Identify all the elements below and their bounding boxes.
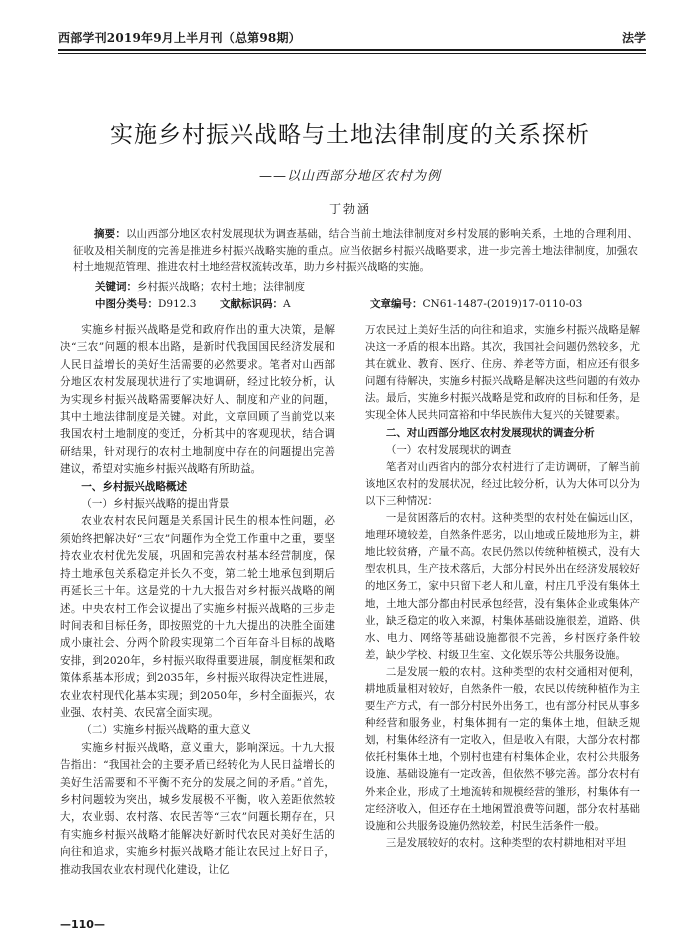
subsection-heading: （一）乡村振兴战略的提出背景	[81, 498, 230, 511]
journal-info: 西部学刊2019年9月上半月刊（总第98期）	[58, 31, 301, 45]
page-number: —110—	[60, 918, 105, 931]
abstract-label: 摘要：	[94, 228, 127, 240]
section-heading: 一、乡村振兴战略概述	[81, 480, 188, 493]
article-title: 实施乡村振兴战略与土地法律制度的关系探析	[110, 122, 590, 148]
abstract	[73, 226, 638, 276]
paragraph: 笔者对山西省内的部分农村进行了走访调研，了解当前该地区农村的发展状况，经过比较分析，认为大体可以分为以下三种情况：	[365, 460, 640, 507]
left-column	[60, 322, 335, 879]
subsection-heading: （二）实施乡村振兴战略的重大意义	[81, 724, 251, 737]
keywords-text: 乡村振兴战略；农村土地；法律制度	[137, 281, 305, 293]
subsection-heading: （一）农村发展现状的调查	[385, 443, 512, 456]
classification-row	[95, 296, 640, 312]
clc-number: 中图分类号：D912.3	[95, 298, 197, 310]
right-column	[365, 322, 640, 852]
paragraph: 实施乡村振兴战略是党和政府作出的重大决策，是解决“三农”问题的根本出路，是新时代我国国民经济发展和人民日益增长的美好生活需要的必然要求。笔者对山西部分地区农村发展现状进行了实地调研，经过比较分析，认为实现乡村振兴战略需要解决好人、制度和产业的问题，其中土地法律制度是关键。对此，文章回顾了当前党以来我国农村土地制度的变迁，分析其中的客观现状，结合调研结果，针对现行的农村土地制度中存在的问题提出完善建议，希望对实施乡村振兴战略有所助益。	[60, 324, 335, 476]
paragraph: 农业农村农民问题是关系国计民生的根本性问题，必须始终把解决好“三农”问题作为全党工作重中之重，要坚持农业农村优先发展，巩固和完善农村基本经营制度，保持土地承包关系稳定并长久不变，第二轮土地承包到期后再延长三十年。这是党的十九大报告对乡村振兴战略的阐述。中央农村工作会议提出了实施乡村振兴战略的三步走时间表和目标任务，即按照党的十九大提出的决胜全面建成小康社会、分两个阶段实现第二个百年奋斗目标的战略安排，到2020年，乡村振兴取得重要进展，制度框架和政策体系基本形成；到2035年，乡村振兴取得决定性进展，农业农村现代化基本实现；到2050年，乡村全面振兴，农业强、农村美、农民富全面实现。	[60, 515, 335, 719]
paragraph: 一是贫困落后的农村。这种类型的农村处在偏远山区，地理环境较差，自然条件恶劣，以山地或丘陵地形为主，耕地比较贫瘠，产量不高。农民仍然以传统种植模式，没有大型农机具，生产技术落后，大部分村民外出在经济发展较好的地区务工，家中只留下老人和儿童，村庄几乎没有集体土地，土地大部分都由村民承包经营，没有集体企业或集体产业，缺乏稳定的收入来源，村集体基础设施很差，道路、供水、电力、网络等基础设施都很不完善，乡村医疗条件较差，缺少学校、村级卫生室、文化娱乐等公共服务设施。	[365, 512, 640, 661]
paragraph: 万农民过上美好生活的向往和追求，实施乡村振兴战略是解决这一矛盾的根本出路。其次，我国社会问题仍然较多，尤其在就业、教育、医疗、住房、养老等方面，相应还有很多问题有待解决，实施乡村振兴战略是解决这些问题的有效办法。最后，实施乡村振兴战略是党和政府的目标和任务，是实现全体人民共同富裕和中华民族伟大复兴的关键要素。	[365, 324, 640, 422]
keywords-label: 关键词：	[95, 281, 137, 293]
section-heading: 二、对山西部分地区农村发展现状的调查分析	[385, 426, 595, 439]
section-label: 法学	[621, 31, 646, 45]
paragraph: 二是发展一般的农村。这种类型的农村交通相对便利，耕地质量相对较好，自然条件一般，农民以传统种植作为主要生产方式，有一部分村民外出务工，也有部分村民从事多种经营和服务业，村集体拥有一定的集体土地，但缺乏规划，村集体经济有一定收入，但是收入有限，大部分农村都依托村集体土地，个别村也建有村集体企业，农村公共服务设施、基础设施有一定改善，但依然不够完善。部分农村有外来企业，形成了土地流转和规模经营的雏形，村集体有一定经济收入，但还存在土地闲置浪费等问题，部分农村基础设施和公共服务设施仍然较差，村民生活条件一般。	[365, 665, 640, 832]
article-subtitle: ——以山西部分地区农村为例	[258, 169, 441, 184]
keywords	[95, 279, 305, 294]
running-header	[58, 26, 646, 48]
paragraph: 实施乡村振兴战略，意义重大，影响深远。十九大报告指出：“我国社会的主要矛盾已经转化为人民日益增长的美好生活需要和不平衡不充分的发展之间的矛盾。”首先，乡村问题较为突出，城乡发展极不平衡，收入差距依然较大，农业弱、农村落、农民苦等“三农”问题长期存在，只有实施乡村振兴战略才能解决好新时代农民对美好生活的向往和追求，实施乡村振兴战略才能让农民过上好日子，推动我国农业农村现代化建设，让亿	[60, 741, 335, 876]
header-rule-thick	[58, 49, 646, 51]
abstract-text: 以山西部分地区农村发展现状为调查基础，结合当前土地法律制度对乡村发展的影响关系，土地的合理利用、征收及相关制度的完善是推进乡村振兴战略实施的重点。应当依据乡村振兴战略要求，进一步完善土地法律制度，加强农村土地规范管理、推进农村土地经营权流转改革，助力乡村振兴战略的实施。	[73, 228, 639, 273]
article-number: 文章编号：CN61-1487-(2019)17-0110-03	[370, 298, 583, 310]
author-name: 丁勃涵	[328, 202, 371, 216]
doc-code: 文献标识码：A	[220, 298, 291, 310]
paragraph: 三是发展较好的农村。这种类型的农村耕地相对平坦	[385, 836, 626, 849]
header-rule-thin	[58, 53, 646, 54]
